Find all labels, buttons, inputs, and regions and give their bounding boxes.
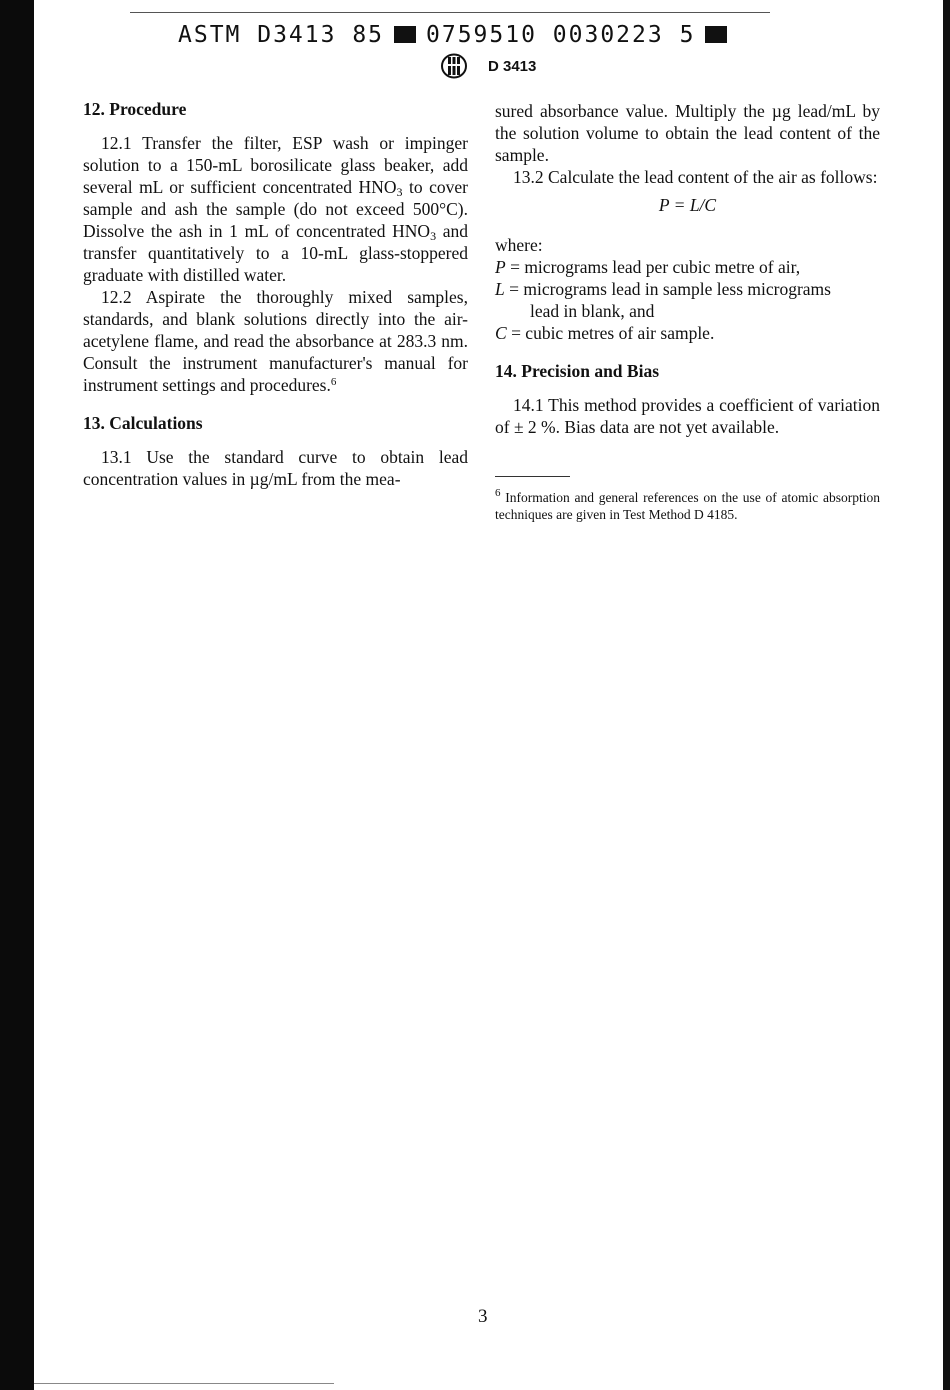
paragraph-12-1: 12.1 Transfer the filter, ESP wash or impinger solution to a 150-mL borosilicate glass beaker, add several mL or sufficient concentrated $HNO_3$ to cover sample and ash the sample (do not exceed 500°C). Dissolve the ash in 1 mL of concentrated $HNO_3$ and transfer quantitatively to a 10-mL glass-stoppered graduate with distilled water. <box>83 133 468 285</box>
bottom-rule <box>34 1383 334 1384</box>
right-column <box>495 100 880 523</box>
document-code-header <box>178 22 737 48</box>
section-12-heading: 12. Procedure <box>83 99 187 119</box>
paragraph-14-1: 14.1 This method provides a coefficient of variation of ± 2 %. Bias data are not yet available. <box>495 395 880 437</box>
section-14-heading: 14. Precision and Bias <box>495 361 660 381</box>
scan-left-edge <box>0 0 34 1390</box>
paragraph-13-2: 13.2 Calculate the lead content of the air as follows: <box>513 167 878 187</box>
section-13-heading: 13. Calculations <box>83 413 203 433</box>
definition-l-continued: lead in blank, and <box>530 301 655 321</box>
left-column <box>83 98 468 490</box>
code-part-2: 0759510 0030223 5 <box>426 22 696 48</box>
paragraph-13-1-part-2: sured absorbance value. Multiply the µg lead/mL by the solution volume to obtain the lead content of the sample. <box>495 101 880 165</box>
astm-logo-icon <box>440 53 468 79</box>
scan-right-edge <box>943 0 950 1390</box>
where-label: where: <box>495 235 543 255</box>
standard-id: D 3413 <box>488 57 537 75</box>
standard-header <box>440 53 536 79</box>
footnote-rule <box>495 476 570 477</box>
code-part-1: ASTM D3413 85 <box>178 22 385 48</box>
definition-p: P = micrograms lead per cubic metre of air, <box>495 257 801 277</box>
black-block-mark <box>705 26 727 43</box>
black-block-mark <box>394 26 416 43</box>
definition-l: L = micrograms lead in sample less micrograms <box>495 279 831 299</box>
paragraph-13-1-part-1: 13.1 Use the standard curve to obtain lead concentration values in µg/mL from the mea- <box>83 447 468 489</box>
top-rule <box>130 12 770 13</box>
page-number: 3 <box>478 1306 488 1327</box>
paragraph-12-2: 12.2 Aspirate the thoroughly mixed samples, standards, and blank solutions directly into the air-acetylene flame, and read the absorbance at 283.3 nm. Consult the instrument manufacturer's manual for instrument settings and procedures.$^6$ <box>83 287 468 395</box>
equation: P = L/C <box>658 195 717 215</box>
footnote-6: $^6$ Information and general references on the use of atomic absorption techniques are given in Test Method D 4185. <box>495 487 880 522</box>
definition-c: C = cubic metres of air sample. <box>495 323 715 343</box>
footnote-ref: 6 <box>330 376 337 388</box>
